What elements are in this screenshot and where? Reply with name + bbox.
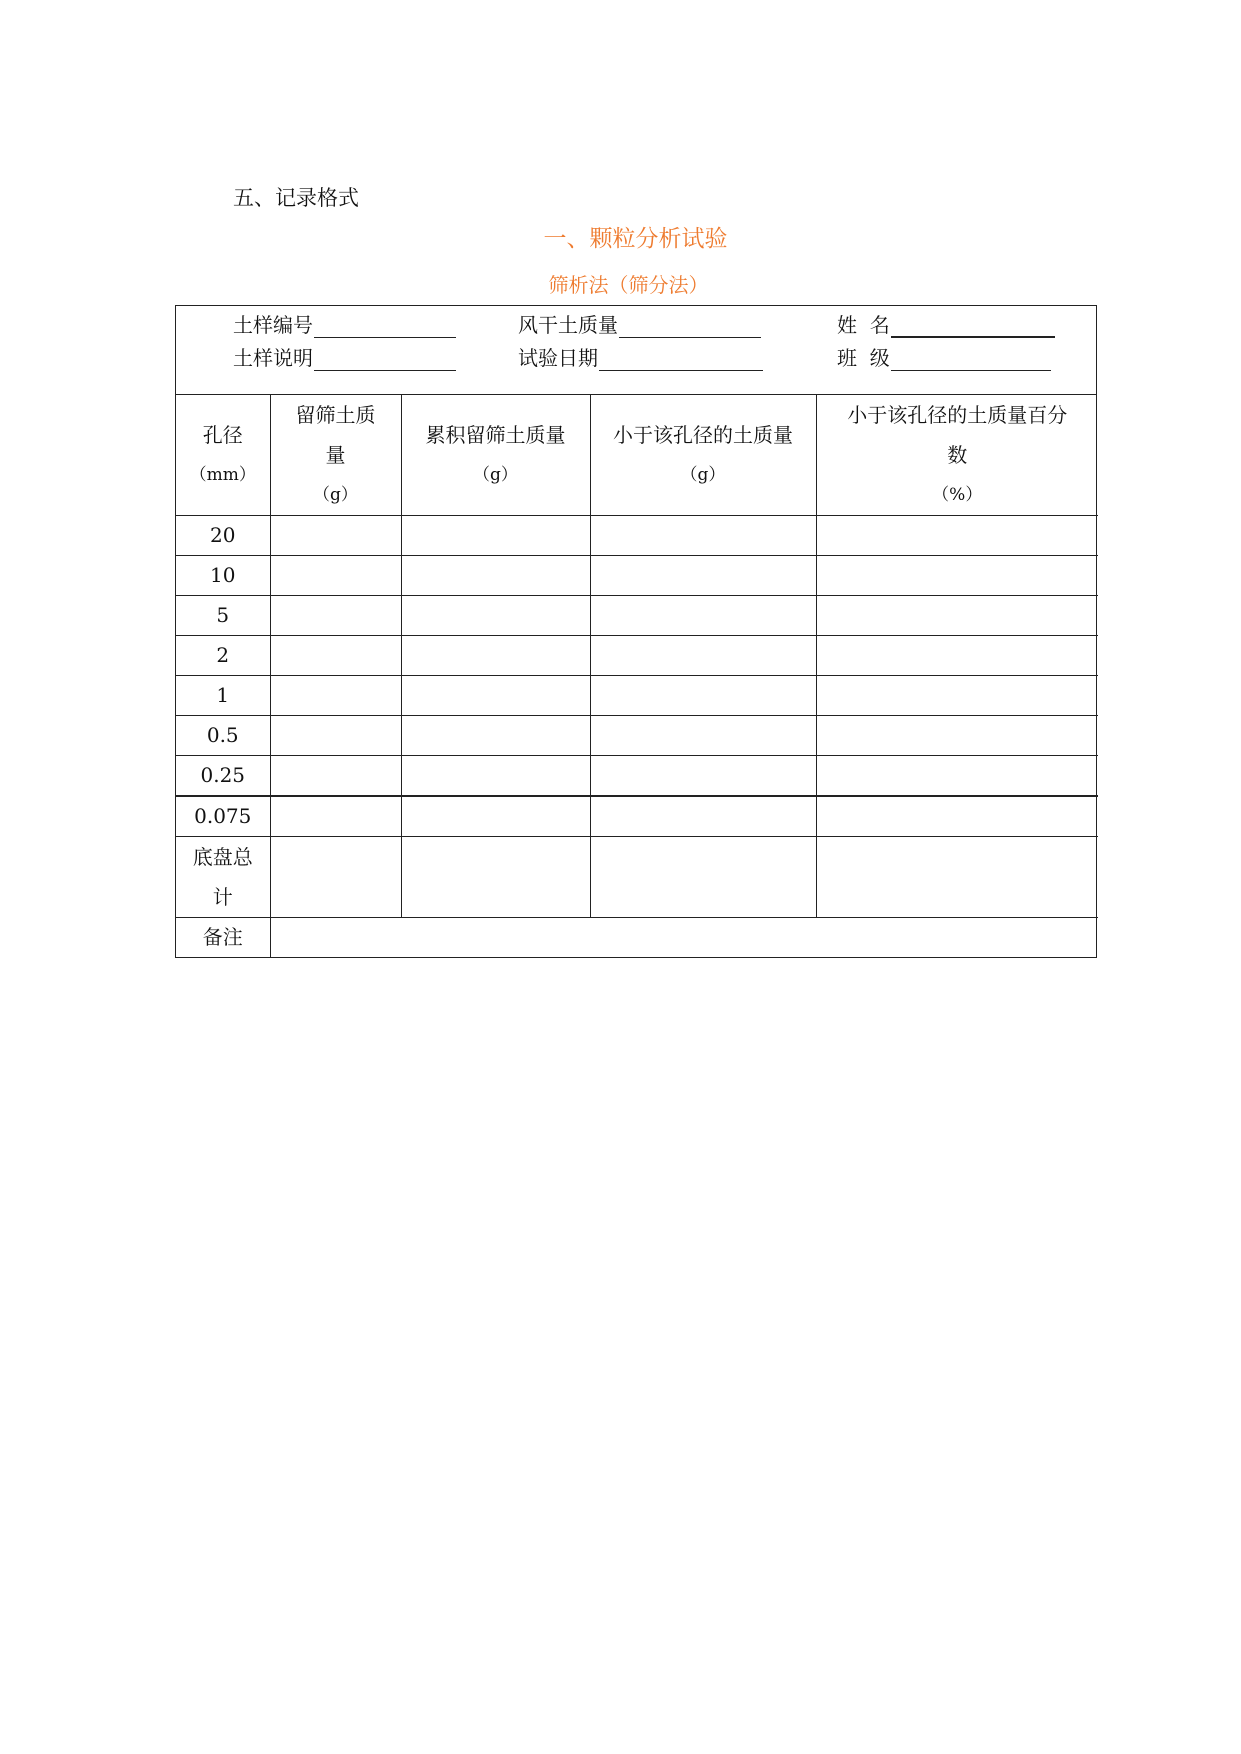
passing-mass-cell[interactable] [590,796,816,837]
table-header-row [176,395,1098,516]
header-passing-mass-unit: （g） [680,465,726,485]
header-retained-mass [270,395,401,516]
aperture-cell: 2 [176,636,270,676]
cumulative-retained-cell[interactable] [401,556,590,596]
name-blank[interactable] [891,314,1055,338]
air-dry-mass-blank[interactable] [619,315,761,338]
header-cumulative-retained-label: 累积留筛土质量 [425,423,566,447]
retained-mass-cell[interactable] [270,716,401,756]
passing-mass-cell[interactable] [590,756,816,797]
sample-description-field [233,345,456,371]
sample-description-blank[interactable] [314,348,456,371]
test-date-field [518,345,763,371]
table-row [176,756,1098,797]
sieve-analysis-table [176,395,1098,957]
cumulative-retained-cell[interactable] [401,676,590,716]
sample-info-area [176,306,1096,395]
class-field [837,345,1051,371]
passing-percent-cell[interactable] [816,636,1098,676]
aperture-cell: 20 [176,516,270,556]
passing-percent-cell[interactable] [816,596,1098,636]
pan-total-label-cont: 计 [212,885,233,909]
section-heading: 五、记录格式 [233,186,359,210]
record-form [175,305,1097,958]
header-aperture-label: 孔径 [202,423,243,447]
passing-percent-cell[interactable] [816,716,1098,756]
test-date-blank[interactable] [599,348,763,371]
pan-total-row [176,837,1098,918]
passing-percent-cell[interactable] [816,796,1098,837]
header-passing-percent [816,395,1098,516]
cumulative-retained-cell[interactable] [401,516,590,556]
passing-percent-cell[interactable] [816,556,1098,596]
name-field [837,312,1055,338]
remark-row [176,918,1098,958]
table-row [176,796,1098,837]
passing-mass-cell[interactable] [590,596,816,636]
passing-mass-cell[interactable] [590,676,816,716]
table-row [176,716,1098,756]
cumulative-retained-cell[interactable] [401,636,590,676]
aperture-cell: 10 [176,556,270,596]
table-row [176,516,1098,556]
document-subtitle: 筛析法（筛分法） [548,273,709,297]
retained-mass-cell[interactable] [270,796,401,837]
header-passing-percent-label: 小于该孔径的土质量百分 [847,403,1068,427]
retained-mass-cell[interactable] [270,636,401,676]
passing-percent-cell[interactable] [816,516,1098,556]
aperture-cell: 1 [176,676,270,716]
pan-total-label: 底盘总 [192,845,253,869]
passing-mass-cell[interactable] [590,516,816,556]
header-passing-percent-unit: （%） [932,485,983,505]
retained-mass-cell[interactable] [270,556,401,596]
cumulative-retained-cell[interactable] [401,796,590,837]
sample-number-blank[interactable] [314,315,456,338]
passing-mass-cell[interactable] [590,556,816,596]
sample-description-label: 土样说明 [233,346,313,370]
cumulative-retained-cell[interactable] [401,837,590,918]
passing-mass-cell[interactable] [590,837,816,918]
cumulative-retained-cell[interactable] [401,756,590,797]
retained-mass-cell[interactable] [270,676,401,716]
sample-number-label: 土样编号 [233,313,313,337]
retained-mass-cell[interactable] [270,516,401,556]
passing-mass-cell[interactable] [590,636,816,676]
name-label: 姓 名 [837,313,890,337]
header-passing-mass-label: 小于该孔径的土质量 [613,423,793,447]
aperture-cell: 0.075 [176,796,270,837]
sample-number-field [233,312,456,338]
class-label: 班 级 [837,346,890,370]
air-dry-mass-field [518,312,761,338]
retained-mass-cell[interactable] [270,596,401,636]
aperture-cell: 5 [176,596,270,636]
passing-percent-cell[interactable] [816,756,1098,797]
pan-total-label-cell [176,837,270,918]
test-date-label: 试验日期 [518,346,598,370]
table-row [176,676,1098,716]
aperture-cell: 0.5 [176,716,270,756]
cumulative-retained-cell[interactable] [401,596,590,636]
retained-mass-cell[interactable] [270,837,401,918]
header-retained-mass-label: 留筛土质 [295,403,376,427]
air-dry-mass-label: 风干土质量 [518,313,618,337]
header-aperture [176,395,270,516]
header-retained-mass-unit: （g） [313,485,358,505]
cumulative-retained-cell[interactable] [401,716,590,756]
class-blank[interactable] [891,348,1051,371]
table-row [176,636,1098,676]
document-title: 一、颗粒分析试验 [543,226,728,252]
retained-mass-cell[interactable] [270,756,401,797]
header-passing-percent-label-cont: 数 [947,443,968,467]
remark-field[interactable] [270,918,1098,958]
passing-percent-cell[interactable] [816,837,1098,918]
header-cumulative-retained [401,395,590,516]
table-row [176,556,1098,596]
header-retained-mass-label-cont: 量 [325,443,346,467]
remark-label-cell: 备注 [176,918,270,958]
table-row [176,596,1098,636]
header-passing-mass [590,395,816,516]
header-aperture-unit: （mm） [189,465,256,485]
aperture-cell: 0.25 [176,756,270,797]
passing-percent-cell[interactable] [816,676,1098,716]
header-cumulative-retained-unit: （g） [473,465,518,485]
passing-mass-cell[interactable] [590,716,816,756]
